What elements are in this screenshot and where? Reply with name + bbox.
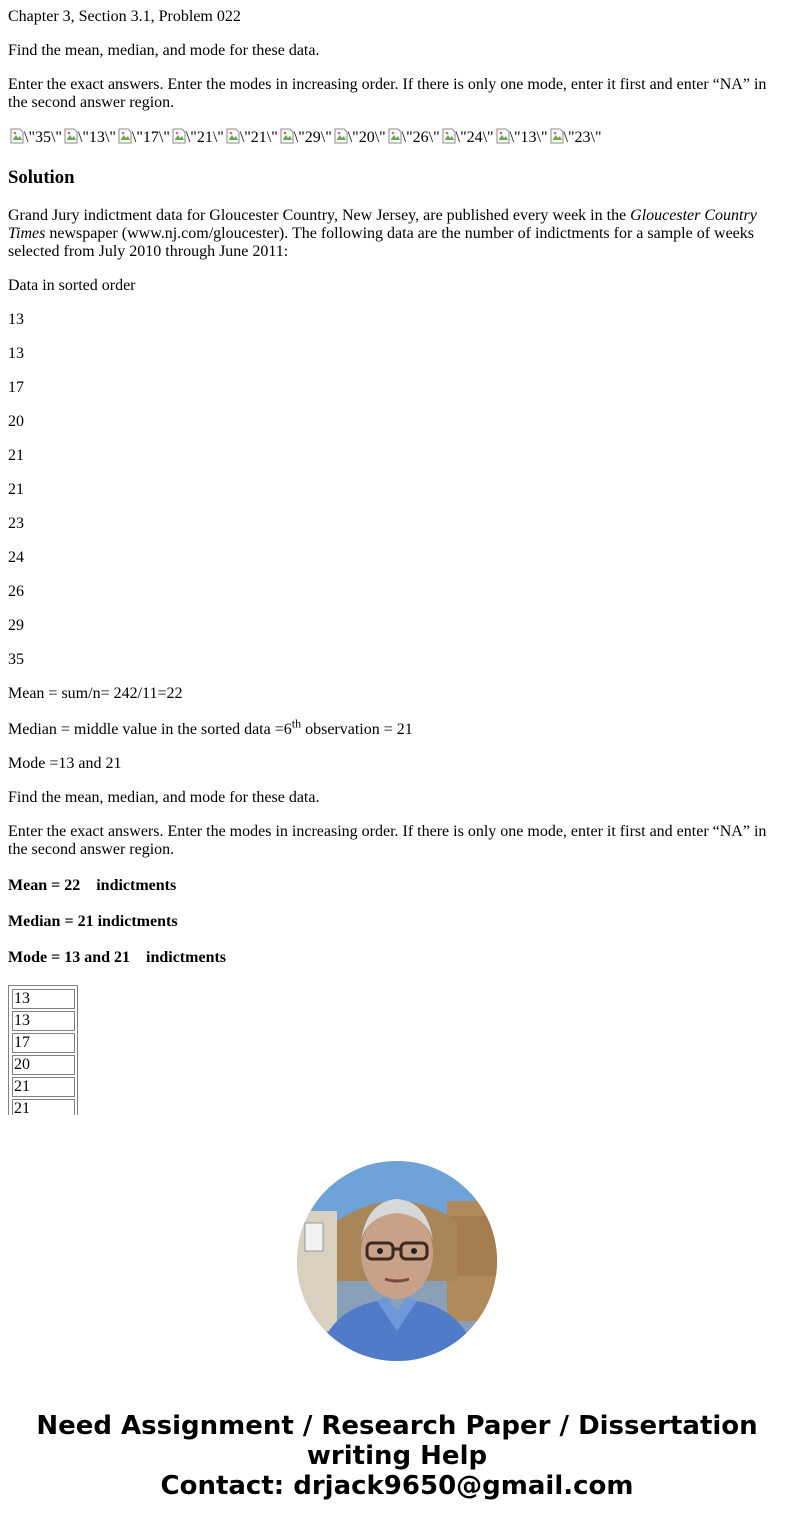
promo-line-1: Need Assignment / Research Paper / Dissertation — [36, 1411, 758, 1441]
table-cell: 13 — [12, 1011, 75, 1031]
table-cell: 21 — [12, 1077, 75, 1097]
broken-image-icon — [334, 128, 348, 144]
data-image — [172, 128, 224, 147]
data-image-alt: \"21\" — [185, 129, 224, 146]
answer-median: Median = 21 indictments — [8, 913, 178, 930]
table-row — [12, 1033, 75, 1053]
broken-image-icon — [280, 128, 294, 144]
broken-image-icon — [442, 128, 456, 144]
table-cell: 21 — [12, 1099, 75, 1115]
data-image-alt: \"21\" — [239, 129, 278, 146]
page-content — [0, 8, 794, 1115]
problem-instructions: Enter the exact answers. Enter the modes in increasing order. If there is only one mode, enter it first and enter “NA” in the second answer region. — [8, 76, 767, 111]
broken-image-icon — [496, 128, 510, 144]
sorted-data-list — [8, 311, 786, 669]
table-row — [12, 1077, 75, 1097]
data-image-alt: \"26\" — [401, 129, 440, 146]
broken-image-icon — [10, 128, 24, 144]
data-image-alt: \"35\" — [24, 129, 62, 146]
table-row — [12, 1011, 75, 1031]
data-image — [550, 128, 602, 147]
sorted-data-value: 26 — [8, 583, 24, 600]
table-row — [12, 989, 75, 1009]
page-title: Chapter 3, Section 3.1, Problem 022 — [8, 8, 241, 25]
data-image-alt: \"17\" — [131, 129, 170, 146]
data-image — [118, 128, 170, 147]
solution-intro — [8, 207, 786, 261]
broken-image-icon — [226, 128, 240, 144]
broken-image-icon — [118, 128, 132, 144]
data-image-alt: \"13\" — [509, 129, 548, 146]
sorted-data-label: Data in sorted order — [8, 277, 136, 294]
data-table — [10, 987, 77, 1115]
data-image — [388, 128, 440, 147]
intro-text-2: newspaper (www.nj.com/gloucester). The following data are the number of indictments for a sample of weeks selected from July 2010 through June 2011: — [8, 225, 755, 260]
sorted-data-value: 23 — [8, 515, 24, 532]
answer-mode-unit: indictments — [146, 949, 227, 966]
promo-contact: Contact: drjack9650@gmail.com — [160, 1471, 634, 1501]
data-image-row — [10, 128, 786, 147]
median-text: Median = middle value in the sorted data =6 — [8, 721, 292, 738]
solution-heading: Solution — [8, 167, 75, 188]
sorted-data-value: 35 — [8, 651, 24, 668]
data-image-alt: \"13\" — [77, 129, 116, 146]
data-image — [280, 128, 332, 147]
answer-mean — [8, 877, 786, 895]
data-image-alt: \"23\" — [563, 129, 602, 146]
person-portrait-icon — [297, 1161, 497, 1361]
mode-calculation: Mode =13 and 21 — [8, 755, 122, 772]
data-image — [226, 128, 278, 147]
data-image-alt: \"20\" — [347, 129, 386, 146]
promo-banner — [0, 1411, 794, 1501]
median-calculation — [8, 716, 786, 739]
sorted-data-value: 20 — [8, 413, 24, 430]
author-avatar — [297, 1161, 497, 1361]
data-image-alt: \"29\" — [293, 129, 332, 146]
data-image — [442, 128, 494, 147]
problem-prompt: Find the mean, median, and mode for these data. — [8, 42, 320, 59]
data-table-container — [8, 985, 78, 1115]
broken-image-icon — [172, 128, 186, 144]
median-ordinal: th — [291, 716, 302, 731]
data-image — [334, 128, 386, 147]
table-cell: 20 — [12, 1055, 75, 1075]
table-row — [12, 1099, 75, 1115]
data-image — [496, 128, 548, 147]
promo-line-2: writing Help — [306, 1441, 488, 1471]
newspaper-name: Gloucester Country Times — [8, 207, 757, 242]
sorted-data-value: 21 — [8, 481, 24, 498]
sorted-data-value: 13 — [8, 311, 24, 328]
sorted-data-value: 13 — [8, 345, 24, 362]
problem-instructions-repeat: Enter the exact answers. Enter the modes in increasing order. If there is only one mode, enter it first and enter “NA” in the second answer region. — [8, 823, 767, 858]
mean-calculation: Mean = sum/n= 242/11=22 — [8, 685, 183, 702]
median-result: observation = 21 — [301, 721, 413, 738]
sorted-data-value: 17 — [8, 379, 24, 396]
intro-text-1: Grand Jury indictment data for Gloucester Country, New Jersey, are published every week in the — [8, 207, 631, 224]
answer-mode — [8, 949, 786, 967]
data-image — [10, 128, 62, 147]
table-cell: 13 — [12, 989, 75, 1009]
table-cell: 17 — [12, 1033, 75, 1053]
broken-image-icon — [388, 128, 402, 144]
data-image — [64, 128, 116, 147]
problem-prompt-repeat: Find the mean, median, and mode for these data. — [8, 789, 320, 806]
broken-image-icon — [64, 128, 78, 144]
answer-mean-value: Mean = 22 — [8, 877, 81, 894]
table-row — [12, 1055, 75, 1075]
answer-mean-unit: indictments — [96, 877, 177, 894]
sorted-data-value: 29 — [8, 617, 24, 634]
sorted-data-value: 21 — [8, 447, 24, 464]
broken-image-icon — [550, 128, 564, 144]
data-image-alt: \"24\" — [455, 129, 494, 146]
sorted-data-value: 24 — [8, 549, 24, 566]
answer-mode-value: Mode = 13 and 21 — [8, 949, 131, 966]
